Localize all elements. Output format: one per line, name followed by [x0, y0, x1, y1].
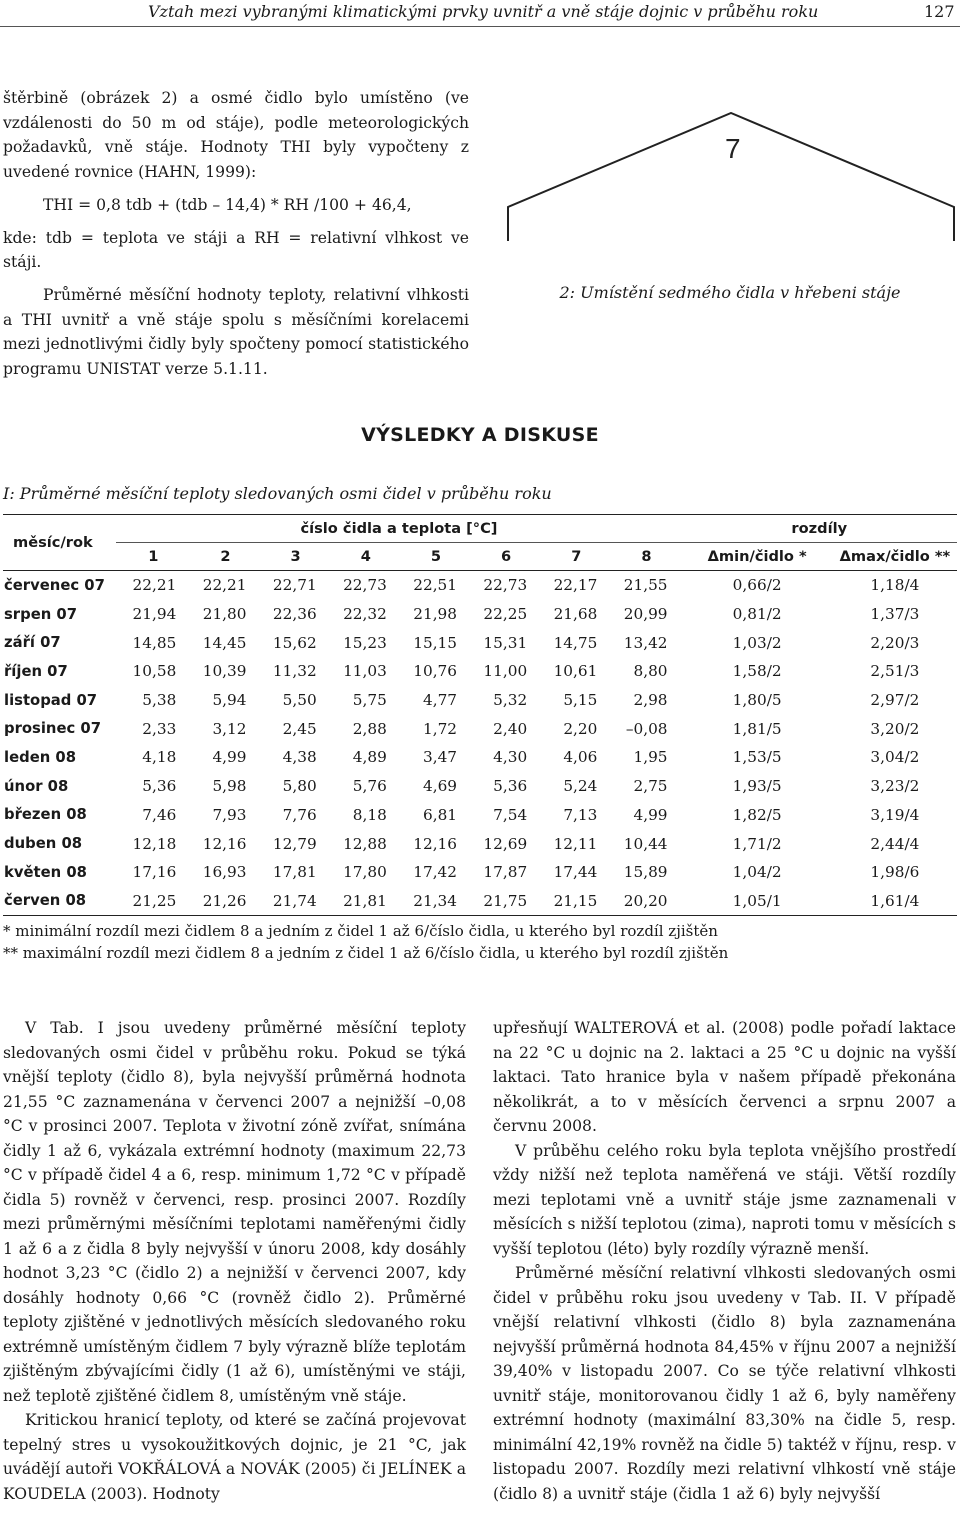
month-cell: leden 08 [4, 748, 77, 766]
temperature-cell: 22,21 [202, 576, 247, 595]
month-cell: září 07 [4, 634, 61, 652]
table-row [3, 657, 957, 686]
left-column-text [3, 86, 469, 382]
temperature-cell: 15,15 [413, 633, 458, 652]
month-cell: listopad 07 [4, 691, 98, 709]
temperature-cell: 7,76 [282, 805, 317, 824]
temperature-cell: 22,36 [272, 605, 317, 624]
table-row [3, 714, 957, 743]
temperature-cell: 7,54 [493, 805, 528, 824]
temperature-cell: 21,68 [553, 605, 598, 624]
diff-max-cell: 2,44/4 [870, 834, 920, 853]
temperature-cell: 5,76 [352, 777, 387, 796]
sensor-number-header: 4 [331, 543, 401, 571]
thi-formula: THI = 0,8 tdb + (tdb – 14,4) * RH /100 + 46,4, [43, 195, 412, 214]
temperature-cell: 21,74 [261, 887, 331, 916]
temperature-cell: 22,21 [132, 576, 177, 595]
diff-min-cell: 1,82/5 [732, 805, 782, 824]
temperature-cell: 5,75 [352, 691, 387, 710]
temperature-cell: 5,24 [563, 777, 598, 796]
bottom-left-column [3, 1016, 466, 1506]
figure-caption: 2: Umístění sedmého čidla v hřebeni stáje [559, 283, 901, 302]
table-row [3, 858, 957, 887]
temperature-cell: 21,75 [471, 887, 541, 916]
month-cell: květen 08 [4, 863, 87, 881]
diff-max-cell: 2,20/3 [870, 633, 920, 652]
diff-max-cell: 3,04/2 [870, 748, 920, 767]
table-row [3, 686, 957, 715]
temperature-cell: 4,99 [633, 805, 668, 824]
sensor-number-header: 6 [471, 543, 541, 571]
table-row [3, 801, 957, 830]
temperature-cell: 8,18 [352, 805, 387, 824]
temperature-cell: 1,95 [633, 748, 668, 767]
bottom-right-column [493, 1016, 956, 1506]
diff-min-cell: 1,58/2 [732, 662, 782, 681]
table-row [3, 772, 957, 801]
table-row [3, 887, 957, 916]
table-row [3, 743, 957, 772]
temperature-cell: 12,79 [272, 834, 317, 853]
diff-max-cell: 3,19/4 [870, 805, 920, 824]
temperature-table [3, 514, 957, 916]
temperature-cell: 4,89 [352, 748, 387, 767]
diff-max-cell: 1,18/4 [870, 576, 920, 595]
temperature-cell: 20,99 [623, 605, 668, 624]
temperature-cell: 16,93 [202, 863, 247, 882]
temperature-cell: 22,51 [413, 576, 458, 595]
temperature-cell: 21,94 [132, 605, 177, 624]
temperature-cell: 5,32 [493, 691, 528, 710]
temperature-cell: 4,06 [563, 748, 598, 767]
temperature-cell: 2,45 [282, 719, 317, 738]
temperature-cell: 4,18 [142, 748, 177, 767]
temperature-cell: 2,40 [493, 719, 528, 738]
table-row [3, 571, 957, 600]
diff-min-cell: 1,81/5 [732, 719, 782, 738]
temperature-cell: 21,34 [401, 887, 471, 916]
table-caption: I: Průměrné měsíční teploty sledovaných osmi čidel v průběhu roku [3, 484, 552, 503]
temperature-cell: –0,08 [625, 719, 668, 738]
temperature-cell: 6,81 [422, 805, 458, 824]
temperature-cell: 21,55 [623, 576, 668, 595]
temperature-cell: 5,36 [493, 777, 528, 796]
sensor-number-header: 3 [261, 543, 331, 571]
temperature-cell: 17,42 [413, 863, 458, 882]
temperature-cell: 2,33 [142, 719, 177, 738]
diff-max-cell: 3,23/2 [870, 777, 920, 796]
temperature-cell: 3,47 [422, 748, 458, 767]
table-body [3, 571, 957, 916]
sensor-number-header: 2 [190, 543, 260, 571]
diff-min-cell: 1,04/2 [732, 863, 782, 882]
month-cell: srpen 07 [4, 605, 78, 623]
temperature-cell: 22,25 [483, 605, 528, 624]
temperature-cell: 22,17 [553, 576, 598, 595]
diff-min-cell: 0,81/2 [732, 605, 782, 624]
temperature-cell: 12,16 [202, 834, 247, 853]
sensor-number-header: 5 [401, 543, 471, 571]
temperature-cell: 15,89 [623, 863, 668, 882]
temperature-cell: 1,72 [422, 719, 458, 738]
temperature-cell: 12,18 [132, 834, 177, 853]
barn-figure [507, 112, 955, 242]
temperature-cell: 14,75 [553, 633, 598, 652]
diff-min-cell: 1,80/5 [732, 691, 782, 710]
table-row [3, 829, 957, 858]
temperature-cell: 15,31 [483, 633, 528, 652]
temperature-cell: 5,80 [282, 777, 317, 796]
month-cell: únor 08 [4, 777, 69, 795]
sensor-7-label: 7 [725, 133, 741, 164]
temperature-cell: 17,44 [553, 863, 598, 882]
temperature-cell: 17,80 [343, 863, 387, 882]
temperature-cell: 10,76 [413, 662, 458, 681]
month-cell: říjen 07 [4, 662, 68, 680]
temperature-cell: 15,62 [272, 633, 317, 652]
temperature-cell: 12,11 [553, 834, 598, 853]
temperature-cell: 10,58 [132, 662, 177, 681]
temperature-cell: 11,32 [272, 662, 317, 681]
diff-max-cell: 2,97/2 [870, 691, 920, 710]
temperature-cell: 5,50 [282, 691, 317, 710]
temperature-cell: 8,80 [633, 662, 668, 681]
diff-min-header: Δmin/čidlo * [682, 543, 833, 571]
temperature-cell: 7,13 [563, 805, 598, 824]
temperature-cell: 5,94 [212, 691, 247, 710]
diff-max-header: Δmax/čidlo ** [833, 543, 957, 571]
temperature-cell: 2,75 [633, 777, 668, 796]
temperature-cell: 22,73 [483, 576, 528, 595]
temperature-cell: 22,32 [343, 605, 387, 624]
temperature-cell: 2,98 [633, 691, 668, 710]
temperature-cell: 4,69 [422, 777, 458, 796]
sensor-number-header: 8 [611, 543, 681, 571]
temperature-cell: 4,38 [282, 748, 317, 767]
temperature-cell: 5,98 [212, 777, 247, 796]
diff-group-header: rozdíly [682, 515, 957, 543]
sensor-number-header: 1 [116, 543, 190, 571]
temperature-cell: 21,15 [541, 887, 611, 916]
sensor-header-row [3, 543, 957, 571]
footnote-min: * minimální rozdíl mezi čidlem 8 a jedním z čidel 1 až 6/číslo čidla, u kterého byl rozdíl zjištěn [3, 922, 718, 940]
paragraph-methods: štěrbině (obrázek 2) a osmé čidlo bylo umístěno (ve vzdálenosti do 50 m od stáje), podle meteorologických požadavků, vně stáje. Hodnoty THI byly vypočteny z uvedené rovnice (HAHN, 1999): [3, 89, 469, 182]
diff-max-cell: 2,51/3 [870, 662, 920, 681]
sensor-group-header: číslo čidla a teplota [°C] [116, 515, 681, 543]
paragraph-lactation: upřesňují WALTEROVÁ et al. (2008) podle pořadí laktace na 22 °C u dojnic na 2. laktaci a 25 °C u dojnic na vyšší laktaci. Tato hranice byla v našem případě překonána několikrát, a to v měsících červenci a srpnu 2007 a červnu 2008. [493, 1019, 956, 1135]
temperature-cell: 11,00 [483, 662, 528, 681]
temperature-cell: 21,25 [116, 887, 190, 916]
temperature-cell: 5,36 [142, 777, 177, 796]
temperature-cell: 14,85 [132, 633, 177, 652]
diff-min-cell: 1,93/5 [732, 777, 782, 796]
temperature-cell: 2,20 [563, 719, 598, 738]
month-column-header: měsíc/rok [3, 515, 116, 571]
temperature-cell: 10,39 [202, 662, 247, 681]
temperature-cell: 22,73 [343, 576, 387, 595]
diff-min-cell: 1,05/1 [682, 887, 833, 916]
formula-legend: kde: tdb = teplota ve stáji a RH = relativní vlhkost ve stáji. [3, 228, 469, 272]
month-cell: červen 08 [3, 887, 116, 916]
temperature-cell: 4,77 [422, 691, 458, 710]
temperature-cell: 5,15 [563, 691, 598, 710]
temperature-cell: 7,93 [212, 805, 247, 824]
temperature-cell: 11,03 [343, 662, 387, 681]
diff-min-cell: 1,03/2 [732, 633, 782, 652]
temperature-table-wrap [3, 514, 957, 916]
running-title: Vztah mezi vybranými klimatickými prvky uvnitř a vně stáje dojnic v průběhu roku [148, 2, 819, 21]
paragraph-statistics: Průměrné měsíční hodnoty teploty, relativní vlhkosti a THI uvnitř a vně stáje spolu s měsíčními korelacemi mezi jednotlivými čidly byly spočteny pomocí statistického programu UNISTAT verze 5.1.11. [3, 285, 469, 379]
footnote-max: ** maximální rozdíl mezi čidlem 8 a jedním z čidel 1 až 6/číslo čidla, u kterého byl rozdíl zjištěn [3, 944, 729, 962]
temperature-cell: 17,87 [483, 863, 528, 882]
table-footnotes [3, 920, 953, 964]
sensor-number-header: 7 [541, 543, 611, 571]
table-row [3, 600, 957, 629]
temperature-cell: 3,12 [212, 719, 247, 738]
temperature-cell: 12,16 [413, 834, 458, 853]
paragraph-heat-stress: Kritickou hranicí teploty, od které se začíná projevovat tepelný stres u vysokoužitkových dojnic, je 21 °C, jak uvádějí autoři VOKŘÁLOVÁ a NOVÁK (2005) či JELÍNEK a KOUDELA (2003). Hodnoty [3, 1411, 466, 1503]
month-cell: prosinec 07 [4, 720, 102, 738]
temperature-cell: 17,81 [272, 863, 317, 882]
table-row [3, 628, 957, 657]
temperature-cell: 10,61 [553, 662, 598, 681]
temperature-cell: 15,23 [343, 633, 387, 652]
temperature-cell: 10,44 [623, 834, 668, 853]
temperature-cell: 21,26 [190, 887, 260, 916]
diff-min-cell: 1,53/5 [732, 748, 782, 767]
temperature-cell: 21,81 [331, 887, 401, 916]
paragraph-outside-temperature: V průběhu celého roku byla teplota vnějšího prostředí vždy nižší než teplota naměřená ve stáji. Větší rozdíly mezi teplotami vně a uvnitř stáje jsme zaznamenali v měsících s nižší teplotou (zima), naproti tomu v měsících s vyšší teplotou (léto) byly rozdíly výrazně menší. [493, 1141, 956, 1258]
diff-min-cell: 1,71/2 [732, 834, 782, 853]
page-header [0, 0, 960, 27]
temperature-cell: 17,16 [132, 863, 177, 882]
temperature-cell: 20,20 [611, 887, 681, 916]
temperature-cell: 12,69 [483, 834, 528, 853]
barn-roof-diagram [507, 112, 955, 242]
month-cell: duben 08 [4, 835, 83, 853]
diff-max-cell: 1,61/4 [833, 887, 957, 916]
section-heading: VÝSLEDKY A DISKUSE [361, 424, 599, 446]
temperature-cell: 5,38 [142, 691, 177, 710]
temperature-cell: 12,88 [343, 834, 387, 853]
temperature-cell: 21,80 [202, 605, 247, 624]
temperature-cell: 4,30 [493, 748, 528, 767]
temperature-cell: 22,71 [272, 576, 317, 595]
temperature-cell: 2,88 [352, 719, 387, 738]
paragraph-humidity: Průměrné měsíční relativní vlhkosti sledovaných osmi čidel v průběhu roku jsou uvedeny v Tab. II. V případě vnější relativní vlhkosti (čidlo 8) byla zaznamenána nejvyšší průměrná hodnota 84,45% v říjnu 2007 a nejnižší 39,40% v listopadu 2007. Co se týče relativní vlhkosti uvnitř stáje, monitorovanou čidly 1 až 6, byly naměřeny extrémní hodnoty (maximální 83,30% na čidle 5, resp. minimální 42,19% rovněž na čidle 5) taktéž v říjnu, resp. v listopadu 2007. Rozdíly mezi relativní vlhkostí vně stáje (čidlo 8) a uvnitř stáje (čidla 1 až 6) byly nejvyšší [493, 1264, 956, 1503]
month-cell: červenec 07 [4, 576, 105, 594]
temperature-cell: 13,42 [623, 633, 668, 652]
temperature-cell: 21,98 [413, 605, 458, 624]
diff-min-cell: 0,66/2 [732, 576, 782, 595]
temperature-cell: 7,46 [142, 805, 177, 824]
paragraph-results-temperature: V Tab. I jsou uvedeny průměrné měsíční teploty sledovaných osmi čidel v průběhu roku. Pokud se týká vnější teploty (čidlo 8), byla nejvyšší průměrná hodnota 21,55 °C zaznamenána v červenci 2007 a nejnižší –0,08 °C v prosinci 2007. Teplota v životní zóně zvířat, snímána čidly 1 až 6, vykázala extrémní hodnoty (maximum 22,73 °C v případě čidel 4 a 6, resp. minimum 1,72 °C v případě čidla 5) rovněž v červenci, resp. prosinci 2007. Rozdíly mezi průměrnými měsíčními teplotami naměřenými čidly 1 až 6 a z čidla 8 byly nejvyšší v únoru 2008, kdy dosáhly hodnot 3,23 °C (čidlo 2) a nejnižší v červenci 2007, kdy dosáhly hodnoty 0,66 °C (rovněž čidlo 2). Průměrné teploty zjištěné v jednotlivých měsících sledovaného roku extrémně umístěným čidlem 7 byly výrazně blíže teplotám zjištěným zbývajícími čidly (1 až 6), umístěnými ve stáji, než teplotě zjištěné čidlem 8, umístěným vně stáje. [3, 1019, 466, 1405]
diff-max-cell: 3,20/2 [870, 719, 920, 738]
temperature-cell: 4,99 [212, 748, 247, 767]
diff-max-cell: 1,37/3 [870, 605, 920, 624]
temperature-cell: 14,45 [202, 633, 247, 652]
diff-max-cell: 1,98/6 [870, 863, 920, 882]
page-number: 127 [924, 2, 955, 21]
month-cell: březen 08 [4, 806, 87, 824]
